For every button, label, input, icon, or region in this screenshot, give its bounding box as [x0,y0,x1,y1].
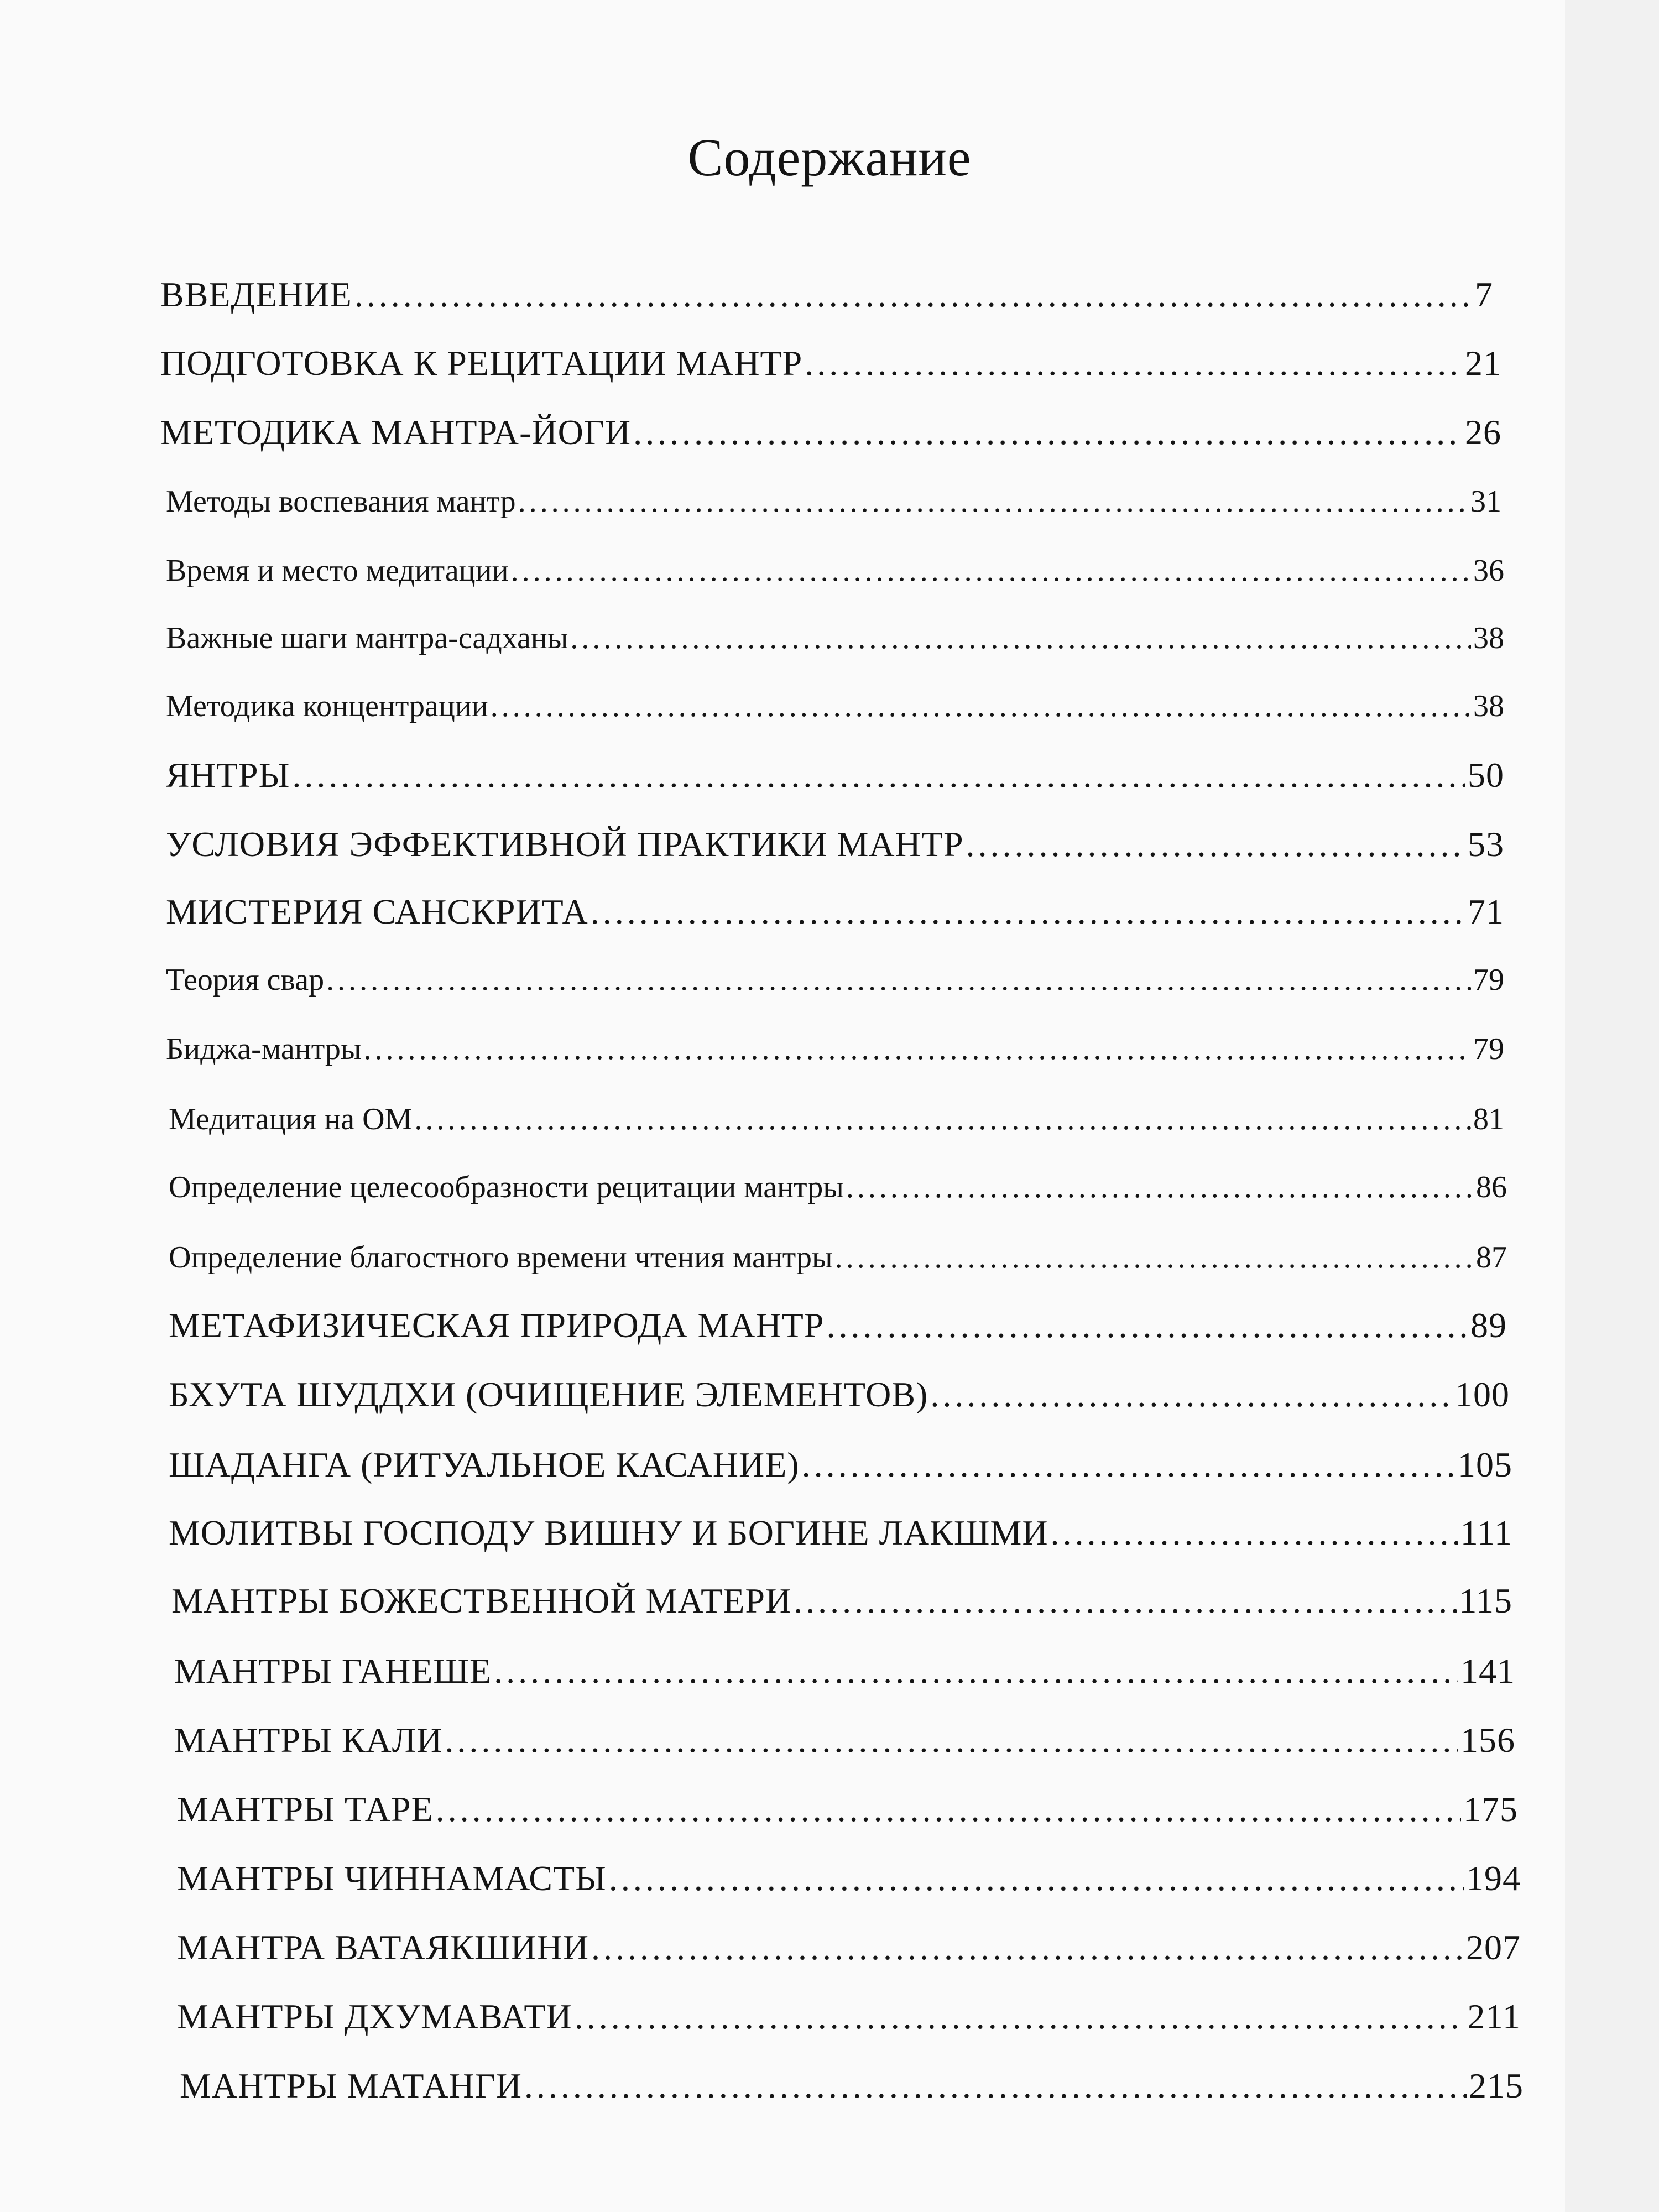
dot-leader [575,1996,1465,2037]
toc-entry-title: МОЛИТВЫ ГОСПОДУ ВИШНУ И БОГИНЕ ЛАКШМИ [169,1513,1048,1552]
toc-entry [174,1651,1515,1695]
toc-entry-page: 175 [1463,1790,1518,1829]
dot-leader [966,824,1465,865]
toc-entry-page: 115 [1459,1581,1512,1620]
dot-leader [802,1444,1455,1485]
dot-leader [826,1305,1468,1346]
toc-entry [166,755,1504,799]
page-title: Содержание [687,128,972,187]
toc-entry-page: 38 [1473,621,1504,655]
toc-entry [177,1996,1521,2041]
toc-entry-title: МИСТЕРИЯ САНСКРИТА [166,892,588,931]
dot-leader [591,891,1465,932]
toc-entry-page: 31 [1470,484,1501,519]
toc-entry-page: 141 [1460,1651,1515,1691]
dot-leader [591,1927,1464,1968]
toc-entry-page: 100 [1455,1375,1510,1414]
toc-entry-page: 81 [1473,1102,1504,1136]
dot-leader [354,274,1473,315]
toc-entry [177,1789,1518,1833]
toc-entry-page: 215 [1469,2066,1524,2105]
toc-entry-title: ЯНТРЫ [166,755,290,795]
toc-entry-page: 105 [1458,1445,1512,1484]
dot-leader [524,2065,1467,2106]
toc-entry [180,2065,1524,2110]
toc-entry-page: 53 [1468,825,1504,864]
dot-leader [805,343,1463,384]
toc-entry-title: Биджа-мантры [166,1032,362,1066]
toc-entry-page: 156 [1460,1720,1515,1760]
toc-entry [166,553,1504,597]
toc-entry-title: Важные шаги мантра-садханы [166,621,568,655]
toc-entry [169,1102,1504,1146]
dot-leader [363,1031,1471,1067]
toc-entry-title: ВВЕДЕНИЕ [160,275,352,314]
toc-entry-title: БХУТА ШУДДХИ (ОЧИЩЕНИЕ ЭЛЕМЕНТОВ) [169,1375,928,1414]
dot-leader [518,484,1468,519]
toc-entry-page: 50 [1468,755,1504,795]
dot-leader [292,755,1465,796]
toc-entry-page: 87 [1476,1240,1507,1275]
dot-leader [835,1240,1474,1275]
toc-entry-title: Теория свар [166,963,325,997]
toc-entry-page: 7 [1475,275,1493,314]
toc-entry-title: Определение целесообразности рецитации мантры [169,1170,844,1204]
toc-entry-title: МЕТОДИКА МАНТРА-ЙОГИ [160,413,632,452]
toc-entry [166,688,1504,733]
toc-entry-page: 79 [1473,1032,1504,1066]
toc-entry [166,824,1504,868]
toc-entry-page: 36 [1473,554,1504,588]
toc-entry [174,1720,1515,1764]
toc-entry [169,1374,1510,1418]
dot-leader [794,1580,1457,1621]
toc-entry [169,1305,1507,1349]
toc-entry-page: 111 [1460,1513,1512,1552]
toc-entry-title: МАНТРА ВАТАЯКШИНИ [177,1928,589,1967]
toc-entry-title: ПОДГОТОВКА К РЕЦИТАЦИИ МАНТР [160,343,803,383]
dot-leader [326,962,1471,998]
toc-entry-title: УСЛОВИЯ ЭФФЕКТИВНОЙ ПРАКТИКИ МАНТР [166,825,964,864]
toc-entry [169,1170,1507,1214]
toc-entry [160,274,1493,319]
toc-entry [169,1512,1512,1557]
dot-leader [930,1374,1453,1415]
dot-leader [846,1170,1474,1205]
toc-entry-title: МАНТРЫ ГАНЕШЕ [174,1651,492,1691]
toc-entry-title: ШАДАНГА (РИТУАЛЬНОЕ КАСАНИЕ) [169,1445,800,1484]
toc-entry-title: МАНТРЫ БОЖЕСТВЕННОЙ МАТЕРИ [171,1581,792,1620]
toc-entry-page: 211 [1467,1997,1521,2036]
toc-entry-title: МАНТРЫ ТАРЕ [177,1790,434,1829]
toc-entry-title: Определение благостного времени чтения мантры [169,1240,833,1275]
dot-leader [1051,1512,1458,1553]
dot-leader [570,620,1471,656]
toc-entry-title: Методы воспевания мантр [166,484,516,519]
toc-entry-title: МАНТРЫ МАТАНГИ [180,2066,522,2105]
toc-entry-page: 79 [1473,963,1504,997]
toc-entry-title: МАНТРЫ ДХУМАВАТИ [177,1997,572,2036]
toc-entry-page: 86 [1476,1170,1507,1204]
dot-leader [633,412,1463,453]
dot-leader [511,553,1471,588]
dot-leader [445,1720,1458,1761]
dot-leader [494,1651,1458,1692]
toc-entry-page: 207 [1466,1928,1521,1967]
toc-entry [166,620,1504,665]
toc-entry [169,1240,1507,1284]
toc-entry-page: 89 [1470,1306,1507,1345]
toc-entry-page: 71 [1468,892,1504,931]
toc-entry-page: 194 [1466,1859,1521,1898]
dot-leader [491,688,1471,724]
toc-entry [160,343,1501,387]
toc-entry-title: Медитация на ОМ [169,1102,413,1136]
toc-entry-title: МАНТРЫ ЧИННАМАСТЫ [177,1859,607,1898]
toc-entry-title: Время и место медитации [166,554,509,588]
toc-entry [166,1031,1504,1076]
toc-entry [171,1580,1512,1625]
toc-entry-title: Методика концентрации [166,689,488,723]
toc-entry-title: МЕТАФИЗИЧЕСКАЯ ПРИРОДА МАНТР [169,1306,825,1345]
toc-entry [166,891,1504,936]
dot-leader [414,1102,1471,1137]
toc-entry [160,412,1501,456]
toc-entry [177,1927,1521,1971]
toc-entry [177,1858,1521,1902]
dot-leader [609,1858,1464,1899]
toc-entry [166,962,1504,1006]
toc-entry [166,484,1501,528]
dot-leader [436,1789,1461,1830]
toc-entry-page: 21 [1465,343,1501,383]
toc-entry-page: 26 [1465,413,1501,452]
toc-entry-title: МАНТРЫ КАЛИ [174,1720,443,1760]
toc-entry-page: 38 [1473,689,1504,723]
toc-entry [169,1444,1512,1489]
